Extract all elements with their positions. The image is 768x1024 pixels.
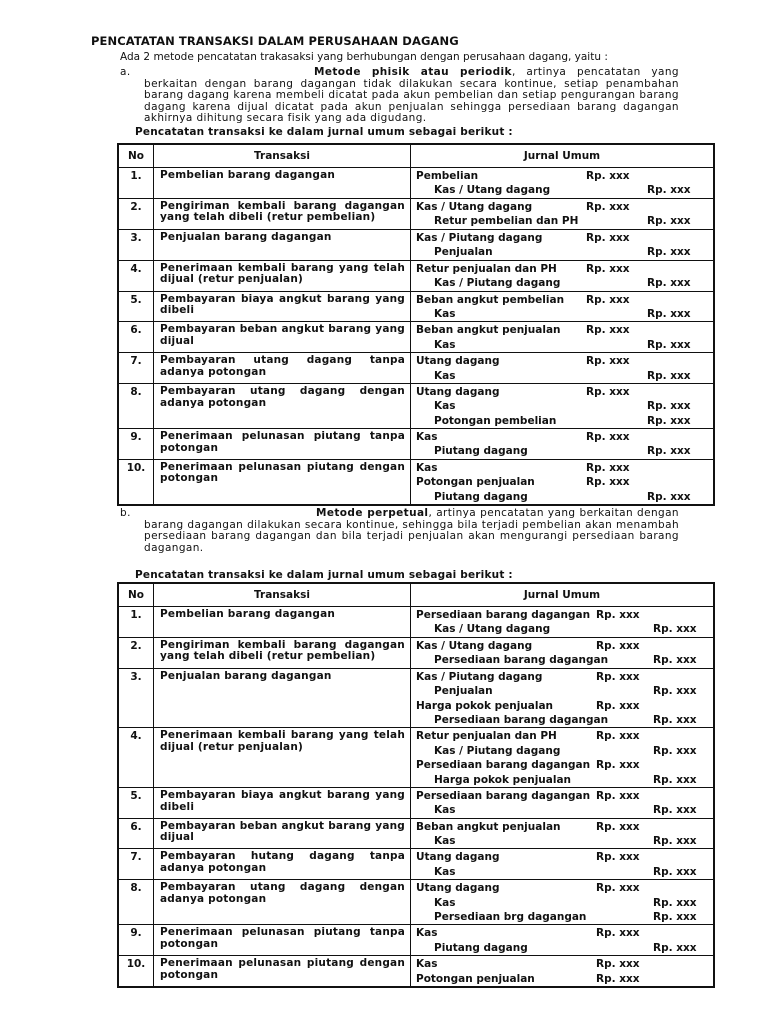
journal-line — [416, 231, 713, 245]
debit-amount: Rp. xxx — [596, 882, 640, 895]
credit-amount: Rp. xxx — [647, 400, 691, 413]
row-number: 8. — [118, 880, 154, 925]
header-transaksi: Transaksi — [154, 144, 411, 168]
journal-line — [416, 276, 713, 290]
account-name: Persediaan barang dagangan — [416, 759, 591, 772]
table-row — [118, 956, 714, 987]
table-row — [118, 607, 714, 638]
account-name: Harga pokok penjualan — [416, 699, 554, 712]
debit-amount: Rp. xxx — [596, 789, 640, 802]
credit-amount: Rp. xxx — [647, 414, 691, 427]
journal-line — [416, 789, 713, 803]
journal-line — [416, 957, 713, 971]
credit-amount: Rp. xxx — [647, 184, 691, 197]
account-name: Kas — [416, 461, 438, 474]
debit-amount: Rp. xxx — [586, 293, 630, 306]
account-name: Utang dagang — [416, 385, 500, 398]
account-name: Piutang dagang — [434, 490, 528, 503]
debit-amount: Rp. xxx — [596, 820, 640, 833]
intro-line: Ada 2 metode pencatatan trakasaksi yang berhubungan dengan perusahaan dagang, yaitu : — [120, 51, 608, 63]
section-a-marker: a. — [120, 66, 131, 78]
journal-line — [416, 699, 713, 713]
row-number: 9. — [118, 925, 154, 956]
account-name: Piutang dagang — [434, 445, 528, 458]
debit-amount: Rp. xxx — [586, 200, 630, 213]
account-name: Kas — [416, 927, 438, 940]
journal-entry — [411, 728, 715, 788]
account-name: Retur penjualan dan PH — [416, 262, 557, 275]
row-number: 3. — [118, 229, 154, 260]
table-row — [118, 260, 714, 291]
table-row — [118, 668, 714, 728]
journal-entry — [411, 198, 715, 229]
journal-line — [416, 803, 713, 817]
journal-line — [416, 729, 713, 743]
credit-amount: Rp. xxx — [647, 338, 691, 351]
account-name: Kas — [434, 400, 456, 413]
row-number: 2. — [118, 637, 154, 668]
row-number: 9. — [118, 429, 154, 460]
account-name: Kas — [434, 804, 456, 817]
row-number: 1. — [118, 607, 154, 638]
journal-line — [416, 773, 713, 787]
section-a-method: Metode phisik atau periodik — [314, 66, 512, 78]
account-name: Kas / Piutang dagang — [416, 231, 543, 244]
account-name: Beban angkut pembelian — [416, 293, 565, 306]
account-name: Kas / Piutang dagang — [434, 744, 561, 757]
debit-amount: Rp. xxx — [596, 699, 640, 712]
account-name: Beban angkut penjualan — [416, 324, 561, 337]
debit-amount: Rp. xxx — [596, 639, 640, 652]
journal-line — [416, 169, 713, 183]
journal-entry — [411, 353, 715, 384]
debit-amount: Rp. xxx — [596, 730, 640, 743]
table-row — [118, 925, 714, 956]
account-name: Potongan penjualan — [416, 972, 535, 985]
table-row — [118, 728, 714, 788]
table-header-row — [118, 583, 714, 607]
account-name: Kas — [434, 865, 456, 878]
account-name: Kas — [434, 338, 456, 351]
journal-line — [416, 461, 713, 475]
table-row — [118, 459, 714, 505]
row-number: 5. — [118, 787, 154, 818]
account-name: Kas — [434, 896, 456, 909]
credit-amount: Rp. xxx — [647, 445, 691, 458]
table-row — [118, 787, 714, 818]
account-name: Kas — [434, 835, 456, 848]
credit-amount: Rp. xxx — [653, 773, 697, 786]
transaction-description: Pembayaran beban angkut barang yang dijual — [154, 818, 411, 849]
journal-line — [416, 430, 713, 444]
journal-entry — [411, 229, 715, 260]
journal-line — [416, 896, 713, 910]
row-number: 3. — [118, 668, 154, 728]
credit-amount: Rp. xxx — [653, 744, 697, 757]
table-row — [118, 637, 714, 668]
transaction-description: Penerimaan pelunasan piutang tanpa potongan — [154, 925, 411, 956]
transaction-description: Penjualan barang dagangan — [154, 668, 411, 728]
journal-entry — [411, 260, 715, 291]
intro-text — [120, 52, 680, 64]
table-row — [118, 383, 714, 428]
journal-entry — [411, 880, 715, 925]
transaction-description: Pembayaran hutang dagang tanpa adanya potongan — [154, 849, 411, 880]
debit-amount: Rp. xxx — [596, 972, 640, 985]
document-title: PENCATATAN TRANSAKSI DALAM PERUSAHAAN DAGANG — [91, 34, 459, 48]
row-number: 10. — [118, 459, 154, 505]
journal-line — [416, 910, 713, 924]
journal-line — [416, 834, 713, 848]
table-row — [118, 229, 714, 260]
account-name: Potongan penjualan — [416, 476, 535, 489]
account-name: Pembelian — [416, 170, 479, 182]
account-name: Penjualan — [434, 246, 493, 259]
debit-amount: Rp. xxx — [586, 231, 630, 244]
journal-table-perpetual — [117, 582, 715, 988]
row-number: 2. — [118, 198, 154, 229]
account-name: Utang dagang — [416, 355, 500, 368]
table-header-row — [118, 144, 714, 168]
table-row — [118, 880, 714, 925]
debit-amount: Rp. xxx — [586, 355, 630, 368]
account-name: Kas / Utang dagang — [416, 639, 533, 652]
account-name: Kas / Piutang dagang — [416, 670, 543, 683]
transaction-description: Pembayaran utang dagang tanpa adanya potongan — [154, 353, 411, 384]
transaction-description: Penerimaan kembali barang yang telah dijual (retur penjualan) — [154, 260, 411, 291]
debit-amount: Rp. xxx — [586, 324, 630, 337]
credit-amount: Rp. xxx — [653, 911, 697, 924]
journal-entry — [411, 168, 715, 199]
account-name: Persediaan barang dagangan — [434, 654, 609, 667]
debit-amount: Rp. xxx — [586, 431, 630, 444]
credit-amount: Rp. xxx — [653, 865, 697, 878]
transaction-description: Pembelian barang dagangan — [154, 607, 411, 638]
journal-entry — [411, 459, 715, 505]
transaction-description: Penerimaan pelunasan piutang dengan potongan — [154, 956, 411, 987]
journal-line — [416, 608, 713, 622]
transaction-description: Pembelian barang dagangan — [154, 168, 411, 199]
journal-line — [416, 684, 713, 698]
debit-amount: Rp. xxx — [586, 262, 630, 275]
journal-line — [416, 475, 713, 489]
debit-amount: Rp. xxx — [586, 385, 630, 398]
transaction-description: Penerimaan pelunasan piutang tanpa potongan — [154, 429, 411, 460]
account-name: Persediaan brg dagangan — [434, 911, 587, 924]
row-number: 8. — [118, 383, 154, 428]
section-a-text: , artinya pencatatan yang berkaitan dengan barang dagangan tidak dilakukan secara kontinue, setiap penambahan barang dagang karena membeli dicatat pada akun pembelian dan setiap pengurangan barang dagang karena dijual dicatat pada akun penjualan sehingga persediaan barang dagangan akhirnya dihitung secara fisik yang ada digudang. — [144, 66, 679, 125]
credit-amount: Rp. xxx — [653, 654, 697, 667]
transaction-description: Pengiriman kembali barang dagangan yang telah dibeli (retur pembelian) — [154, 637, 411, 668]
journal-line — [416, 200, 713, 214]
credit-amount: Rp. xxx — [647, 369, 691, 382]
account-name: Kas — [416, 958, 438, 971]
journal-line — [416, 293, 713, 307]
transaction-description: Penerimaan pelunasan piutang dengan potongan — [154, 459, 411, 505]
account-name: Kas / Utang dagang — [434, 623, 551, 636]
journal-line — [416, 414, 713, 428]
debit-amount: Rp. xxx — [596, 609, 640, 621]
row-number: 7. — [118, 849, 154, 880]
account-name: Penjualan — [434, 685, 493, 698]
header-transaksi: Transaksi — [154, 583, 411, 607]
journal-line — [416, 881, 713, 895]
account-name: Retur penjualan dan PH — [416, 730, 557, 743]
account-name: Potongan pembelian — [434, 414, 557, 427]
account-name: Utang dagang — [416, 882, 500, 895]
journal-line — [416, 713, 713, 727]
section-b-marker: b. — [120, 507, 131, 519]
journal-line — [416, 262, 713, 276]
journal-entry — [411, 787, 715, 818]
journal-line — [416, 972, 713, 986]
row-number: 7. — [118, 353, 154, 384]
journal-line — [416, 354, 713, 368]
journal-line — [416, 444, 713, 458]
journal-entry — [411, 607, 715, 638]
journal-line — [416, 622, 713, 636]
credit-amount: Rp. xxx — [653, 941, 697, 954]
journal-entry — [411, 383, 715, 428]
row-number: 10. — [118, 956, 154, 987]
account-name: Kas / Piutang dagang — [434, 276, 561, 289]
journal-line — [416, 338, 713, 352]
credit-amount: Rp. xxx — [653, 896, 697, 909]
debit-amount: Rp. xxx — [596, 958, 640, 971]
transaction-description: Pengiriman kembali barang dagangan yang telah dibeli (retur pembelian) — [154, 198, 411, 229]
account-name: Persediaan barang dagangan — [416, 789, 591, 802]
transaction-description: Pembayaran biaya angkut barang yang dibeli — [154, 787, 411, 818]
row-number: 1. — [118, 168, 154, 199]
transaction-description: Penerimaan kembali barang yang telah dijual (retur penjualan) — [154, 728, 411, 788]
credit-amount: Rp. xxx — [653, 713, 697, 726]
table-row — [118, 818, 714, 849]
row-number: 5. — [118, 291, 154, 322]
journal-line — [416, 399, 713, 413]
table-row — [118, 429, 714, 460]
account-name: Beban angkut penjualan — [416, 820, 561, 833]
journal-entry — [411, 925, 715, 956]
header-no: No — [118, 144, 154, 168]
account-name: Persediaan barang dagangan — [434, 713, 609, 726]
debit-amount: Rp. xxx — [596, 759, 640, 772]
journal-entry — [411, 668, 715, 728]
table-row — [118, 198, 714, 229]
transaction-description: Pembayaran utang dagang dengan adanya potongan — [154, 880, 411, 925]
header-jurnal-umum: Jurnal Umum — [411, 144, 715, 168]
journal-line — [416, 670, 713, 684]
journal-entry — [411, 956, 715, 987]
section-a-lead: Pencatatan transaksi ke dalam jurnal umum sebagai berikut : — [135, 126, 513, 138]
credit-amount: Rp. xxx — [653, 835, 697, 848]
account-name: Retur pembelian dan PH — [434, 215, 579, 228]
transaction-description: Pembayaran biaya angkut barang yang dibeli — [154, 291, 411, 322]
journal-line — [416, 758, 713, 772]
account-name: Piutang dagang — [434, 941, 528, 954]
debit-amount: Rp. xxx — [586, 170, 630, 182]
table-row — [118, 168, 714, 199]
journal-table-periodic — [117, 143, 715, 506]
credit-amount: Rp. xxx — [653, 623, 697, 636]
credit-amount: Rp. xxx — [653, 804, 697, 817]
table-row — [118, 291, 714, 322]
section-b-paragraph — [120, 507, 679, 554]
debit-amount: Rp. xxx — [596, 927, 640, 940]
transaction-description: Penjualan barang dagangan — [154, 229, 411, 260]
account-name: Kas / Utang dagang — [434, 184, 551, 197]
credit-amount: Rp. xxx — [647, 307, 691, 320]
header-jurnal-umum: Jurnal Umum — [411, 583, 715, 607]
journal-entry — [411, 322, 715, 353]
journal-line — [416, 865, 713, 879]
journal-line — [416, 850, 713, 864]
section-b-method: Metode perpetual — [316, 507, 429, 519]
account-name: Utang dagang — [416, 851, 500, 864]
journal-line — [416, 214, 713, 228]
journal-line — [416, 820, 713, 834]
account-name: Kas / Utang dagang — [416, 200, 533, 213]
section-a-paragraph — [120, 66, 679, 125]
journal-line — [416, 490, 713, 504]
transaction-description: Pembayaran beban angkut barang yang dijual — [154, 322, 411, 353]
journal-line — [416, 941, 713, 955]
journal-line — [416, 653, 713, 667]
journal-entry — [411, 637, 715, 668]
section-b-lead: Pencatatan transaksi ke dalam jurnal umum sebagai berikut : — [135, 569, 513, 581]
journal-line — [416, 245, 713, 259]
table-row — [118, 849, 714, 880]
account-name: Kas — [434, 307, 456, 320]
debit-amount: Rp. xxx — [586, 461, 630, 474]
journal-entry — [411, 818, 715, 849]
row-number: 6. — [118, 322, 154, 353]
debit-amount: Rp. xxx — [586, 476, 630, 489]
row-number: 4. — [118, 728, 154, 788]
journal-line — [416, 926, 713, 940]
journal-entry — [411, 429, 715, 460]
journal-line — [416, 385, 713, 399]
account-name: Kas — [416, 431, 438, 444]
debit-amount: Rp. xxx — [596, 851, 640, 864]
account-name: Harga pokok penjualan — [434, 773, 572, 786]
section-b-text: , artinya pencatatan yang berkaitan dengan barang dagangan dilakukan secara kontinue, sehingga bila terjadi pembelian akan menambah persediaan barang dagangan dan bila terjadi penjualan akan mengurangi persediaan barang dagangan. — [144, 507, 679, 554]
journal-line — [416, 639, 713, 653]
header-no: No — [118, 583, 154, 607]
journal-line — [416, 369, 713, 383]
debit-amount: Rp. xxx — [596, 670, 640, 683]
credit-amount: Rp. xxx — [647, 490, 691, 503]
journal-line — [416, 744, 713, 758]
journal-entry — [411, 849, 715, 880]
row-number: 6. — [118, 818, 154, 849]
row-number: 4. — [118, 260, 154, 291]
journal-line — [416, 307, 713, 321]
table-row — [118, 322, 714, 353]
credit-amount: Rp. xxx — [653, 685, 697, 698]
journal-line — [416, 323, 713, 337]
account-name: Kas — [434, 369, 456, 382]
account-name: Persediaan barang dagangan — [416, 609, 591, 621]
table-row — [118, 353, 714, 384]
credit-amount: Rp. xxx — [647, 276, 691, 289]
credit-amount: Rp. xxx — [647, 246, 691, 259]
credit-amount: Rp. xxx — [647, 215, 691, 228]
transaction-description: Pembayaran utang dagang dengan adanya potongan — [154, 383, 411, 428]
journal-line — [416, 183, 713, 197]
journal-entry — [411, 291, 715, 322]
